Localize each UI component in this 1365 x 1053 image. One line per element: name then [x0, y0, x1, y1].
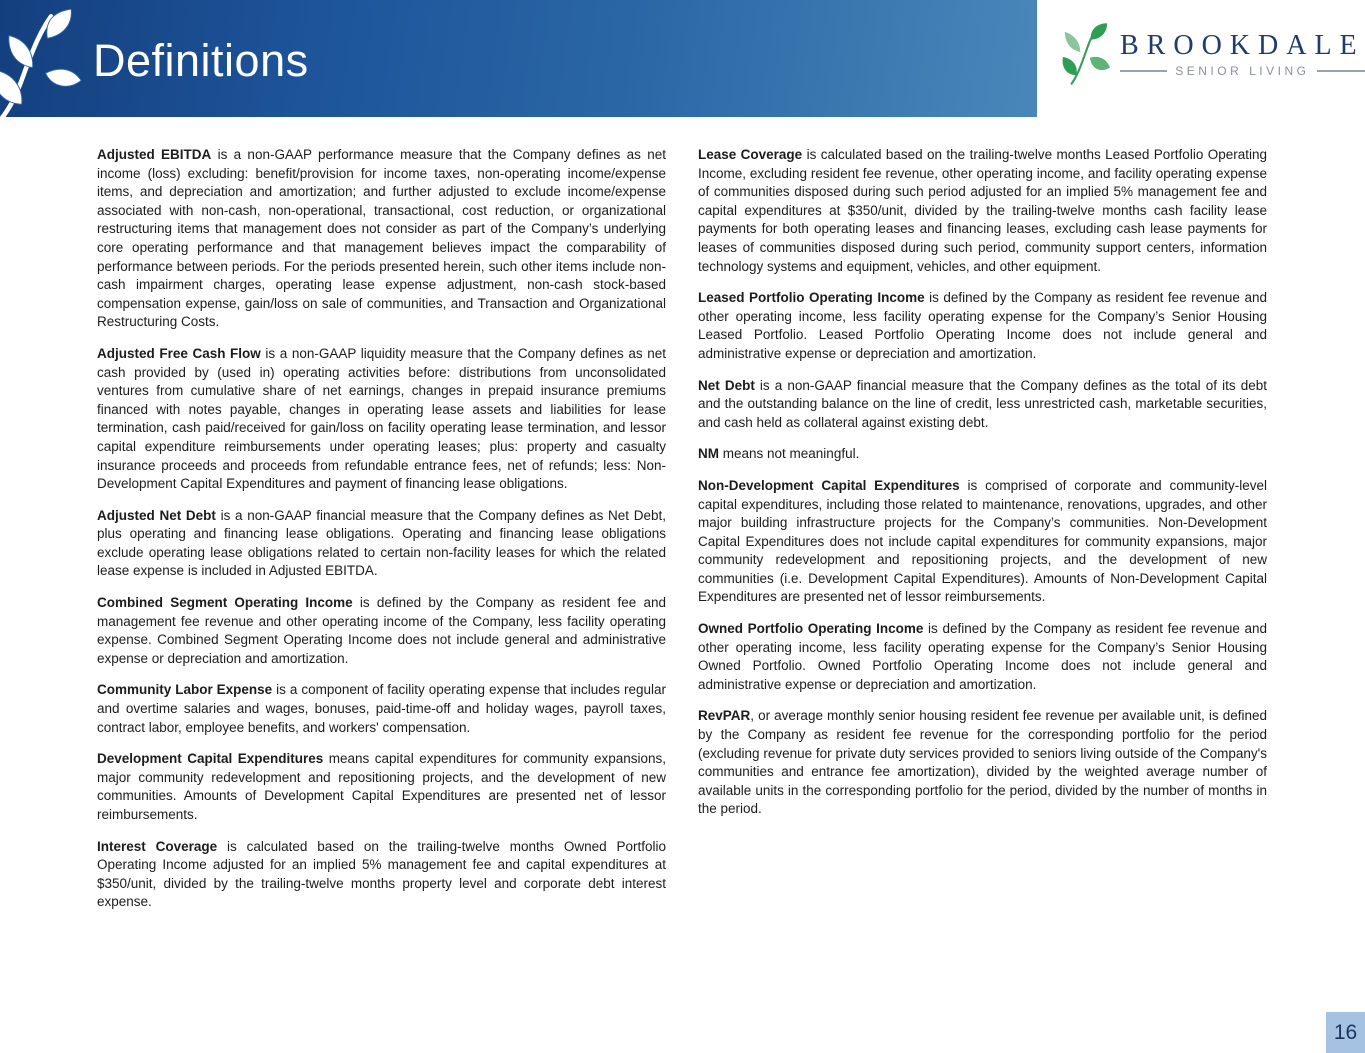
definition-text: , or average monthly senior housing resident fee revenue per available unit, is defined by the Company as resident fee revenue for the corresponding portfolio for the period (excluding revenue for private duty services provided to seniors living outside of the Company's communities and entrance fee amortization), divided by the weighted average number of available units in the corresponding portfolio for the period, divided by the number of months in the period.: [698, 708, 1267, 817]
definition-term: Interest Coverage: [97, 838, 218, 854]
definition-text: is comprised of corporate and community-level capital expenditures, including those related to maintenance, renovations, upgrades, and other major building infrastructure projects for the Company’s communities. Non-Development Capital Expenditures does not include capital expenditures for community expansions, major community redevelopment and repositioning projects, and the development of new communities (i.e. Development Capital Expenditures). Amounts of Non-Development Capital Expenditures are presented net of lessor reimbursements.: [698, 477, 1267, 605]
brookdale-logo: [1062, 22, 1365, 86]
definition-term: Adjusted Free Cash Flow: [97, 345, 261, 361]
definitions-content: [97, 146, 1267, 925]
leaf-watermark-icon: [0, 9, 86, 119]
definition-leased-portfolio-operating-income: [698, 289, 1267, 363]
definition-lease-coverage: [698, 146, 1267, 276]
definition-term: Adjusted Net Debt: [97, 507, 216, 523]
definition-community-labor-expense: [97, 681, 666, 737]
definition-term: Combined Segment Operating Income: [97, 595, 353, 611]
brookdale-leaf-icon: [1062, 22, 1110, 86]
tagline-rule-right: [1317, 70, 1364, 72]
definition-revpar: [698, 707, 1267, 819]
definition-text: is defined by the Company as resident fee revenue and other operating income, less facility operating expense for the Company’s Senior Housing Leased Portfolio. Leased Portfolio Operating Income does not include general and administrative expense or depreciation and amortization.: [698, 290, 1267, 361]
definition-non-development-capital-expenditures: [698, 477, 1267, 607]
definition-term: Adjusted EBITDA: [97, 147, 212, 162]
definition-term: RevPAR: [698, 708, 751, 724]
definition-text: is a non-GAAP financial measure that the Company defines as the total of its debt and the outstanding balance on the line of credit, less unrestricted cash, marketable securities, and cash held as collateral against existing debt.: [698, 377, 1267, 430]
brookdale-tagline-row: [1120, 64, 1365, 78]
definition-term: Development Capital Expenditures: [97, 751, 324, 767]
page-title: Definitions: [93, 35, 309, 86]
definition-adjusted-net-debt: [97, 507, 666, 581]
definition-text: is calculated based on the trailing-twelve months Owned Portfolio Operating Income adjusted for an implied 5% management fee and capital expenditures at $350/unit, divided by the trailing-twelve months property level and corporate debt interest expense.: [97, 838, 667, 910]
header-banner: [0, 0, 1037, 117]
definition-text: is calculated based on the trailing-twelve months Leased Portfolio Operating Income, excluding resident fee revenue, other operating income, and facility operating expense of communities disposed during such period adjusted for an implied 5% management fee and capital expenditures at $350/unit, divided by the trailing-twelve months cash facility lease payments for both operating leases and financing leases, excluding cash lease payments for leases of communities disposed during such period, community support centers, information technology systems and equipment, vehicles, and other equipment.: [698, 147, 1267, 274]
definition-term: Leased Portfolio Operating Income: [698, 290, 925, 306]
definition-term: Lease Coverage: [698, 147, 803, 162]
definition-text: means not meaningful.: [719, 446, 860, 462]
left-column: [97, 146, 666, 925]
definition-text: is a non-GAAP performance measure that the Company defines as net income (loss) excluding: benefit/provision for income taxes, non-operating income/expense items, and depreciation and amortization; and further adjusted to exclude income/expense associated with non-cash, non-operational, transactional, cost reduction, or organizational restructuring items that management does not consider as part of the Company’s underlying core operating performance and that management believes impact the comparability of performance between periods. For the periods presented herein, such other items include non-cash impairment charges, operating lease expense adjustment, non-cash stock-based compensation expense, gain/loss on sale of communities, and Transaction and Organizational Restructuring Costs.: [97, 147, 666, 330]
definition-text: is a component of facility operating expense that includes regular and overtime salaries and wages, bonuses, paid-time-off and holiday wages, payroll taxes, contract labor, employee benefits, and workers' compensation.: [97, 682, 666, 735]
definition-text: is defined by the Company as resident fee revenue and other operating income, less facility operating expense for the Company’s Senior Housing Owned Portfolio. Owned Portfolio Operating Income does not include general and administrative expense or depreciation and amortization.: [698, 621, 1267, 692]
definition-term: Owned Portfolio Operating Income: [698, 621, 924, 637]
page-number-badge: 16: [1326, 1012, 1365, 1053]
definition-term: NM: [698, 446, 719, 462]
definition-combined-segment-operating-income: [97, 594, 666, 668]
definition-term: Net Debt: [698, 377, 755, 393]
definition-text: is a non-GAAP financial measure that the Company defines as Net Debt, plus operating and financing lease obligations. Operating and financing lease obligations exclude operating lease obligations related to certain non-facility leases for which the related lease expense is included in Adjusted EBITDA.: [97, 507, 666, 579]
definition-text: is defined by the Company as resident fee and management fee revenue and other operating income of the Company, less facility operating expense. Combined Segment Operating Income does not include general and administrative expense or depreciation and amortization.: [97, 595, 666, 666]
definition-development-capital-expenditures: [97, 750, 666, 824]
definition-text: is a non-GAAP liquidity measure that the Company defines as net cash provided by (used in) operating activities before: distributions from unconsolidated ventures from cumulative share of net earnings, changes in prepaid insurance premiums financed with notes payable, changes in operating lease assets and liabilities for lease termination, cash paid/received for gain/loss on facility operating lease termination, and lessor capital expenditure reimbursements under operating leases; plus: property and casualty insurance proceeds and proceeds from refundable entrance fees, net of refunds; less: Non-Development Capital Expenditures and payment of financing lease obligations.: [97, 345, 666, 492]
definition-owned-portfolio-operating-income: [698, 620, 1267, 694]
brookdale-wordmark: BROOKDALE: [1120, 30, 1365, 61]
definition-term: Community Labor Expense: [97, 682, 273, 698]
definition-interest-coverage: [97, 838, 666, 912]
definition-adjusted-ebitda: [97, 146, 666, 332]
definition-nm: [698, 445, 1267, 464]
definition-term: Non-Development Capital Expenditures: [698, 477, 960, 493]
tagline-rule-left: [1120, 70, 1167, 72]
definition-adjusted-free-cash-flow: [97, 345, 666, 494]
brookdale-tagline: SENIOR LIVING: [1175, 64, 1310, 78]
brookdale-text-block: [1120, 30, 1365, 78]
right-column: [698, 146, 1267, 925]
definition-net-debt: [698, 377, 1267, 433]
definition-text: means capital expenditures for community expansions, major community redevelopment and repositioning projects, and the development of new communities. Amounts of Development Capital Expenditures are presented net of lessor reimbursements.: [97, 751, 666, 822]
